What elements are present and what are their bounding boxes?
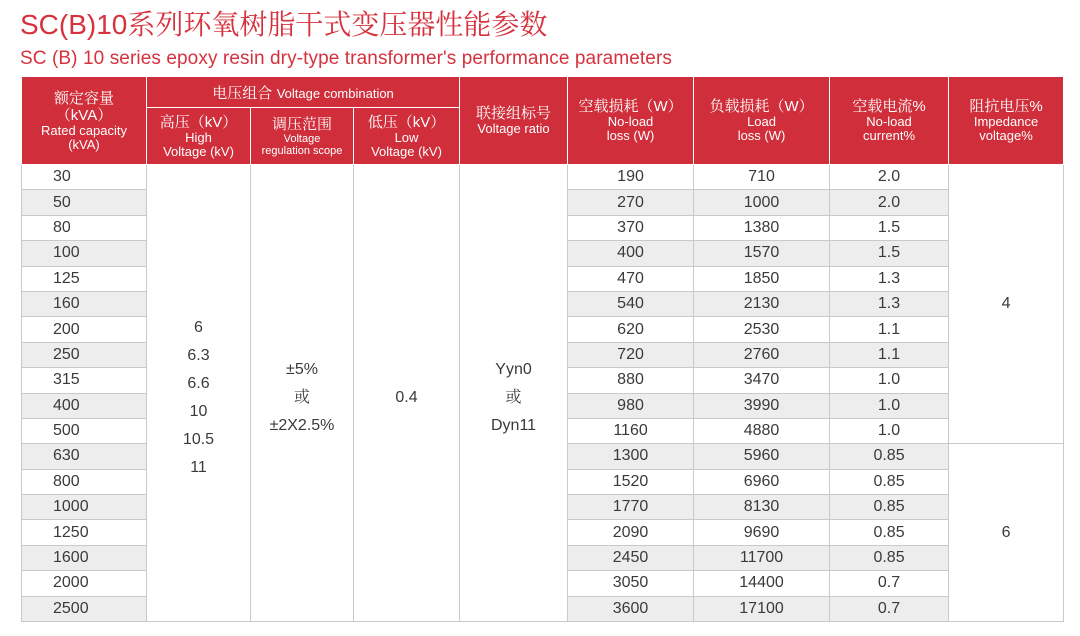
noload-current-cell: 1.0 — [830, 368, 949, 393]
high-voltage-cell — [147, 165, 251, 622]
noload-current-cell: 1.1 — [830, 342, 949, 367]
header-voltage-ratio: 联接组标号 Voltage ratio — [460, 77, 568, 165]
load-loss-cell: 4880 — [694, 418, 830, 443]
low-voltage-cell: 0.4 — [354, 165, 460, 622]
header-capacity: 额定容量 （kVA） Rated capacity (kVA) — [22, 77, 147, 165]
capacity-cell: 2000 — [22, 571, 147, 596]
noload-loss-cell: 470 — [568, 266, 694, 291]
header-low-voltage: 低压（kV） Low Voltage (kV) — [354, 108, 460, 165]
regulation-scope-value: ±2X2.5% — [269, 417, 335, 435]
noload-loss-cell: 540 — [568, 291, 694, 316]
noload-current-cell: 0.85 — [830, 545, 949, 570]
noload-current-cell: 0.7 — [830, 571, 949, 596]
noload-loss-cell: 1770 — [568, 495, 694, 520]
load-loss-cell: 1000 — [694, 190, 830, 215]
voltage-ratio-value: 或 — [505, 389, 522, 407]
noload-loss-cell: 2450 — [568, 545, 694, 570]
capacity-cell: 1250 — [22, 520, 147, 545]
header-impedance-voltage: 阻抗电压% Impedance voltage% — [949, 77, 1064, 165]
high-voltage-value: 10 — [189, 403, 208, 421]
noload-current-cell: 0.7 — [830, 596, 949, 621]
capacity-cell: 50 — [22, 190, 147, 215]
noload-loss-cell: 2090 — [568, 520, 694, 545]
header-high-voltage: 高压（kV） High Voltage (kV) — [147, 108, 251, 165]
noload-loss-cell: 1160 — [568, 418, 694, 443]
noload-current-cell: 0.85 — [830, 444, 949, 469]
noload-current-cell: 1.0 — [830, 418, 949, 443]
performance-table — [21, 76, 1064, 622]
noload-current-cell: 0.85 — [830, 469, 949, 494]
noload-current-cell: 1.3 — [830, 291, 949, 316]
capacity-cell: 200 — [22, 317, 147, 342]
noload-current-cell: 1.1 — [830, 317, 949, 342]
noload-loss-cell: 190 — [568, 165, 694, 190]
noload-current-cell: 1.0 — [830, 393, 949, 418]
load-loss-cell: 3990 — [694, 393, 830, 418]
page-title: SC(B)10系列环氧树脂干式变压器性能参数 — [20, 9, 548, 40]
impedance-voltage-cell: 6 — [949, 444, 1064, 622]
high-voltage-value: 11 — [190, 459, 207, 477]
noload-loss-cell: 270 — [568, 190, 694, 215]
load-loss-cell: 9690 — [694, 520, 830, 545]
load-loss-cell: 1380 — [694, 215, 830, 240]
noload-loss-cell: 400 — [568, 241, 694, 266]
load-loss-cell: 5960 — [694, 444, 830, 469]
header-regulation-scope: 调压范围 Voltage regulation scope — [251, 108, 354, 165]
regulation-scope-cell — [251, 165, 354, 622]
header-voltage-combination: 电压组合 Voltage combination — [147, 77, 460, 108]
noload-current-cell: 0.85 — [830, 495, 949, 520]
noload-current-cell: 1.5 — [830, 215, 949, 240]
high-voltage-value: 6 — [194, 319, 203, 337]
noload-current-cell: 2.0 — [830, 190, 949, 215]
capacity-cell: 250 — [22, 342, 147, 367]
regulation-scope-value: ±5% — [286, 361, 318, 379]
capacity-cell: 100 — [22, 241, 147, 266]
table-header — [22, 77, 1064, 165]
voltage-ratio-cell — [460, 165, 568, 622]
load-loss-cell: 11700 — [694, 545, 830, 570]
capacity-cell: 315 — [22, 368, 147, 393]
capacity-cell: 630 — [22, 444, 147, 469]
load-loss-cell: 2130 — [694, 291, 830, 316]
capacity-cell: 80 — [22, 215, 147, 240]
capacity-cell: 400 — [22, 393, 147, 418]
load-loss-cell: 8130 — [694, 495, 830, 520]
table-row — [22, 165, 1064, 190]
noload-loss-cell: 880 — [568, 368, 694, 393]
high-voltage-value: 6.3 — [187, 347, 210, 365]
noload-current-cell: 0.85 — [830, 520, 949, 545]
noload-current-cell: 2.0 — [830, 165, 949, 190]
noload-loss-cell: 980 — [568, 393, 694, 418]
noload-loss-cell: 3600 — [568, 596, 694, 621]
noload-loss-cell: 3050 — [568, 571, 694, 596]
load-loss-cell: 2530 — [694, 317, 830, 342]
header-load-loss: 负载损耗（W） Load loss (W) — [694, 77, 830, 165]
load-loss-cell: 2760 — [694, 342, 830, 367]
noload-loss-cell: 620 — [568, 317, 694, 342]
capacity-cell: 1000 — [22, 495, 147, 520]
capacity-cell: 2500 — [22, 596, 147, 621]
load-loss-cell: 14400 — [694, 571, 830, 596]
noload-loss-cell: 1300 — [568, 444, 694, 469]
noload-current-cell: 1.5 — [830, 241, 949, 266]
capacity-cell: 125 — [22, 266, 147, 291]
noload-loss-cell: 1520 — [568, 469, 694, 494]
noload-loss-cell: 720 — [568, 342, 694, 367]
noload-loss-cell: 370 — [568, 215, 694, 240]
high-voltage-value: 10.5 — [182, 431, 215, 449]
capacity-cell: 500 — [22, 418, 147, 443]
load-loss-cell: 1570 — [694, 241, 830, 266]
header-noload-current: 空载电流% No-load current% — [830, 77, 949, 165]
capacity-cell: 30 — [22, 165, 147, 190]
load-loss-cell: 710 — [694, 165, 830, 190]
page-subtitle: SC (B) 10 series epoxy resin dry-type transformer's performance parameters — [20, 48, 672, 69]
capacity-cell: 1600 — [22, 545, 147, 570]
regulation-scope-value: 或 — [293, 389, 310, 407]
load-loss-cell: 1850 — [694, 266, 830, 291]
load-loss-cell: 6960 — [694, 469, 830, 494]
capacity-cell: 800 — [22, 469, 147, 494]
table-body — [22, 165, 1064, 622]
load-loss-cell: 3470 — [694, 368, 830, 393]
capacity-cell: 160 — [22, 291, 147, 316]
header-noload-loss: 空载损耗（W） No-load loss (W) — [568, 77, 694, 165]
voltage-ratio-value: Yyn0 — [495, 361, 532, 379]
high-voltage-value: 6.6 — [187, 375, 210, 393]
load-loss-cell: 17100 — [694, 596, 830, 621]
noload-current-cell: 1.3 — [830, 266, 949, 291]
voltage-ratio-value: Dyn11 — [491, 417, 537, 435]
impedance-voltage-cell: 4 — [949, 165, 1064, 444]
